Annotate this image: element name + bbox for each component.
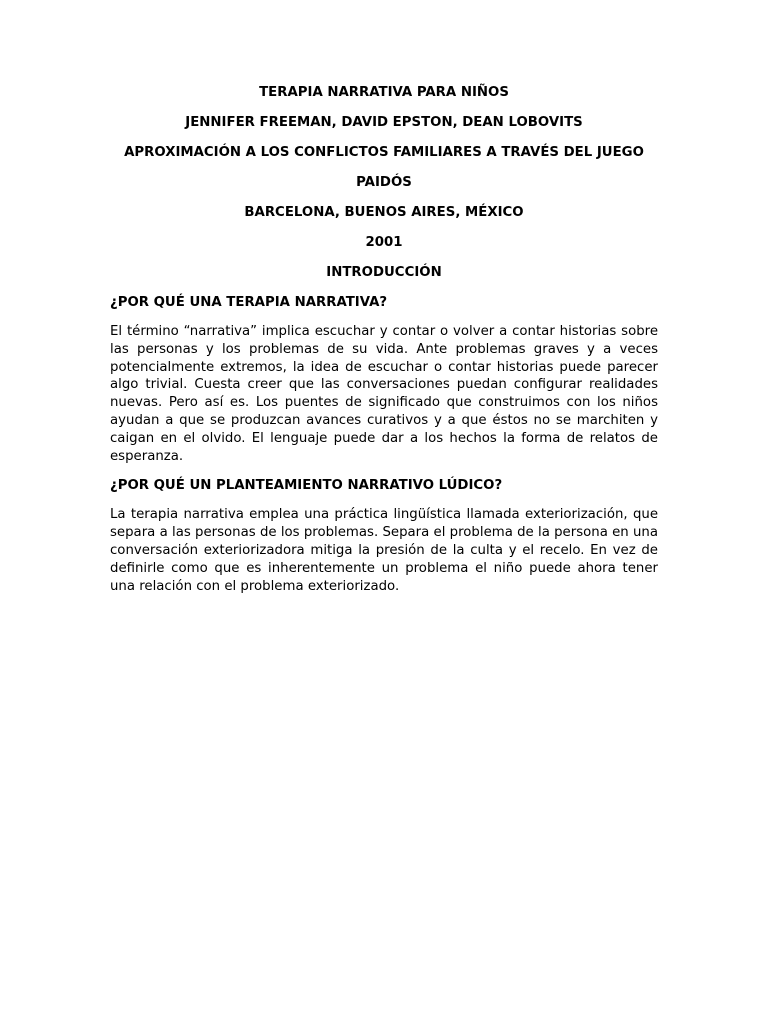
document-authors: JENNIFER FREEMAN, DAVID EPSTON, DEAN LOBOVITS [185,115,583,130]
section-paragraph: La terapia narrativa emplea una práctica lingüística llamada exteriorización, que separa a las personas de los problemas. Separa el problema de la persona en una conversación exteriorizadora mitiga la presión de la culta y el recelo. En vez de definirle como que es inherentemente un problema el niño puede ahora tener una relación con el problema exteriorizado. [110,507,658,594]
document-cities: BARCELONA, BUENOS AIRES, MÉXICO [244,205,524,220]
document-year: 2001 [365,235,403,250]
section-paragraph: El término “narrativa” implica escuchar y contar o volver a contar historias sobre las personas y los problemas de su vida. Ante problemas graves y a veces potencialmente extremos, la idea de escuchar o contar historias puede parecer algo trivial. Cuesta creer que las conversaciones puedan configurar realidades nuevas. Pero así es. Los puentes de significado que construimos con los niños ayudan a que se produzcan avances curativos y a que éstos no se marchiten y caigan en el olvido. El lenguaje puede dar a los hechos la forma de relatos de esperanza. [110,324,658,464]
document-publisher: PAIDÓS [356,175,412,190]
section-title: INTRODUCCIÓN [326,265,442,280]
document-subtitle: APROXIMACIÓN A LOS CONFLICTOS FAMILIARES A TRAVÉS DEL JUEGO [124,145,644,160]
document-title: TERAPIA NARRATIVA PARA NIÑOS [259,85,509,100]
document-page [110,84,658,607]
section-heading: ¿POR QUÉ UNA TERAPIA NARRATIVA? [110,295,388,310]
section-heading: ¿POR QUÉ UN PLANTEAMIENTO NARRATIVO LÚDICO? [110,478,503,494]
